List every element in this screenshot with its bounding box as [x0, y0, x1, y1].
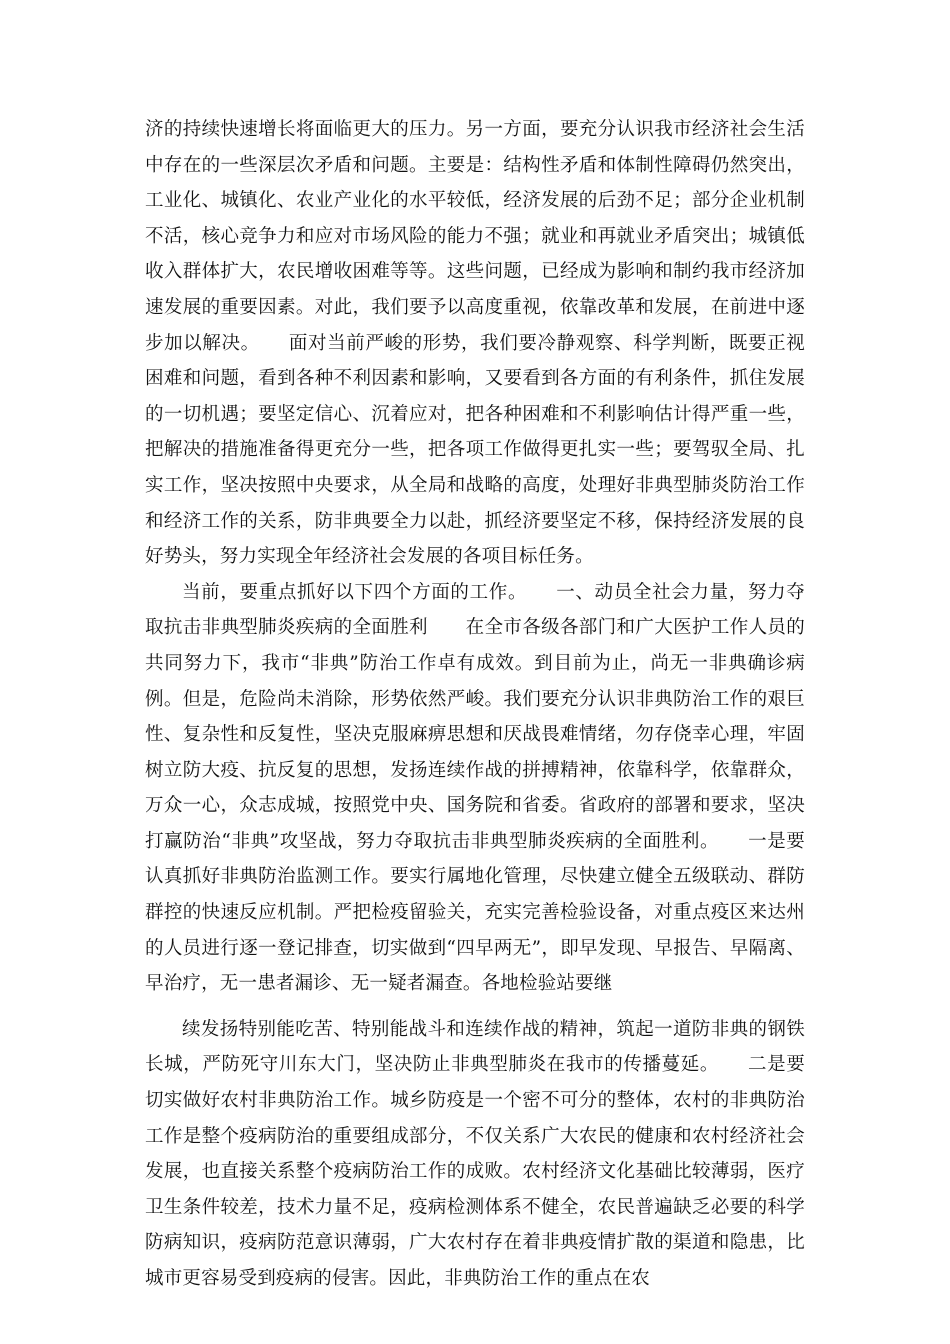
document-page	[145, 112, 805, 1297]
paragraph-3: 续发扬特别能吃苦、特别能战斗和连续作战的精神，筑起一道防非典的钢铁长城，严防死守川东大门，坚决防止非典型肺炎在我市的传播蔓延。 二是要切实做好农村非典防治工作。城乡防疫是一个密不可分的整体，农村的非典防治工作是整个疫病防治的重要组成部分，不仅关系广大农民的健康和农村经济社会发展，也直接关系整个疫病防治工作的成败。农村经济文化基础比较薄弱，医疗卫生条件较差，技术力量不足，疫病检测体系不健全，农民普遍缺乏必要的科学防病知识，疫病防范意识薄弱，广大农村存在着非典疫情扩散的渠道和隐患，比城市更容易受到疫病的侵害。因此，非典防治工作的重点在农	[145, 1018, 805, 1289]
paragraph-2: 当前，要重点抓好以下四个方面的工作。 一、动员全社会力量，努力夺取抗击非典型肺炎疾病的全面胜利 在全市各级各部门和广大医护工作人员的共同努力下，我市“非典”防治工作卓有成效。到目前为止，尚无一非典确诊病例。但是，危险尚未消除，形势依然严峻。我们要充分认识非典防治工作的艰巨性、复杂性和反复性，坚决克服麻痹思想和厌战畏难情绪，勿存侥幸心理，牢固树立防大疫、抗反复的思想，发扬连续作战的拼搏精神，依靠科学，依靠群众，万众一心，众志成城，按照党中央、国务院和省委。省政府的部署和要求，坚决打赢防治“非典”攻坚战，努力夺取抗击非典型肺炎疾病的全面胜利。 一是要认真抓好非典防治监测工作。要实行属地化管理，尽快建立健全五级联动、群防群控的快速反应机制。严把检疫留验关，充实完善检验设备，对重点疫区来达州的人员进行逐一登记排查，切实做到“四早两无”，即早发现、早报告、早隔离、早治疗，无一患者漏诊、无一疑者漏查。各地检验站要继	[145, 581, 805, 995]
paragraph-1: 济的持续快速增长将面临更大的压力。另一方面，要充分认识我市经济社会生活中存在的一些深层次矛盾和问题。主要是：结构性矛盾和体制性障碍仍然突出，工业化、城镇化、农业产业化的水平较低，经济发展的后劲不足；部分企业机制不活，核心竞争力和应对市场风险的能力不强；就业和再就业矛盾突出；城镇低收入群体扩大，农民增收困难等等。这些问题，已经成为影响和制约我市经济加速发展的重要因素。对此，我们要予以高度重视，依靠改革和发展，在前进中逐步加以解决。 面对当前严峻的形势，我们要冷静观察、科学判断，既要正视困难和问题，看到各种不利因素和影响，又要看到各方面的有利条件，抓住发展的一切机遇；要坚定信心、沉着应对，把各种困难和不利影响估计得严重一些，把解决的措施准备得更充分一些，把各项工作做得更扎实一些；要驾驭全局、扎实工作，坚决按照中央要求，从全局和战略的高度，处理好非典型肺炎防治工作和经济工作的关系，防非典要全力以赴，抓经济要坚定不移，保持经济发展的良好势头，努力实现全年经济社会发展的各项目标任务。	[145, 119, 805, 568]
